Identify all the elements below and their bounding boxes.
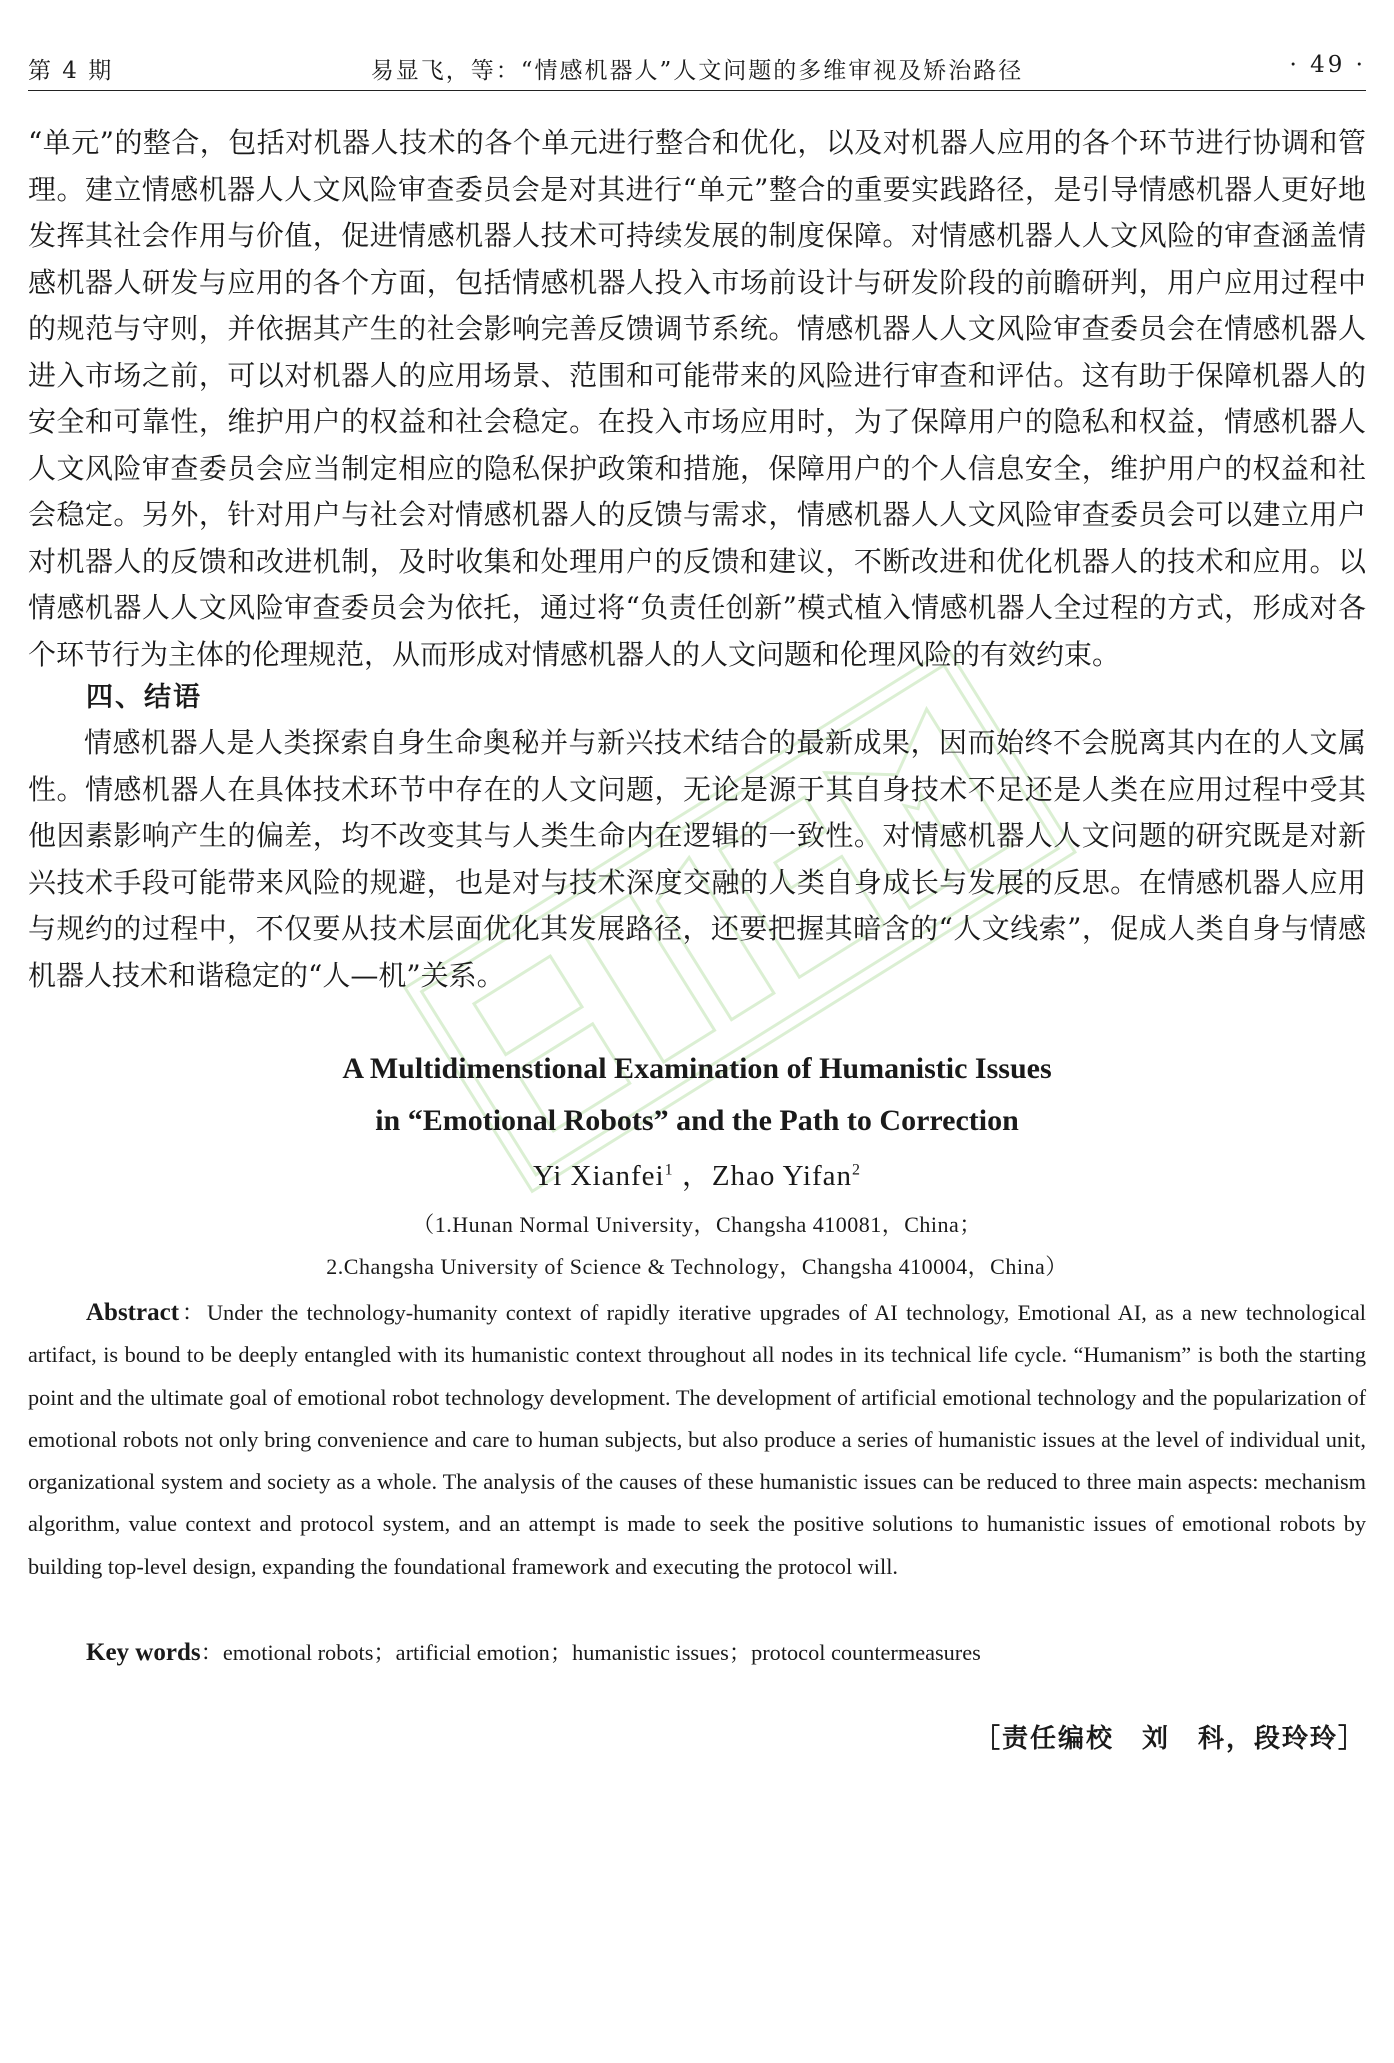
english-title-line-1: A Multidimenstional Examination of Humanistic Issues — [342, 1052, 1052, 1085]
author-affil-mark: 1 — [664, 1161, 674, 1179]
running-head — [28, 50, 1366, 91]
section-heading: 四、结语 — [86, 682, 202, 713]
page-number: · 49 · — [1289, 52, 1366, 78]
body-paragraph-continued — [28, 120, 1366, 678]
keywords-colon: ： — [200, 1640, 223, 1665]
conclusion-paragraph — [28, 720, 1366, 999]
keywords-line — [86, 1635, 981, 1667]
paragraph-text: 情感机器人是人类探索自身生命奥秘并与新兴技术结合的最新成果，因而始终不会脱离其内在的人文属性。情感机器人在具体技术环节中存在的人文问题，无论是源于其自身技术不足还是人类在应用过程中受其他因素影响产生的偏差，均不改变其与人类生命内在逻辑的一致性。对情感机器人人文问题的研究既是对新兴技术手段可能带来风险的规避，也是对与技术深度交融的人类自身成长与发展的反思。在情感机器人应用与规约的过程中，不仅要从技术层面优化其发展路径，还要把握其暗含的“人文线索”，促成人类自身与情感机器人技术和谐稳定的“人—机”关系。 — [28, 726, 1366, 992]
author-name: Yi Xianfei — [532, 1160, 665, 1192]
keywords-label: Key words — [86, 1639, 201, 1666]
author-separator: ， — [673, 1160, 712, 1192]
author-affil-mark: 2 — [852, 1161, 862, 1179]
abstract-block — [28, 1292, 1366, 1588]
issue-label: 第 4 期 — [28, 58, 114, 84]
english-title-line-2: in “Emotional Robots” and the Path to Correction — [375, 1104, 1019, 1137]
abstract-label: Abstract — [86, 1299, 180, 1326]
affiliation-1: （1.Hunan Normal University，Changsha 410081，China； — [412, 1212, 982, 1237]
keywords-text: emotional robots；artificial emotion；humanistic issues；protocol countermeasures — [222, 1640, 981, 1665]
abstract-text: Under the technology-humanity context of rapidly iterative upgrades of AI technology, Emotional AI, as a new technological artifact, is bound to be deeply entangled with its humanistic context throughout all nodes in its technical life cycle. “Humanism” is both the starting point and the ultimate goal of emotional robot technology development. The development of artificial emotional technology and the popularization of emotional robots not only bring convenience and care to human subjects, but also produce a series of humanistic issues at the level of individual unit, organizational system and society as a whole. The analysis of the causes of these humanistic issues can be reduced to three main aspects: mechanism algorithm, value context and protocol system, and an attempt is made to seek the positive solutions to humanistic issues of emotional robots by building top-level design, expanding the foundational framework and executing the protocol will. — [28, 1300, 1366, 1579]
abstract-paragraph — [28, 1292, 1366, 1588]
editor-note: ［责任编校 刘 科，段玲玲］ — [973, 1724, 1366, 1754]
author-name: Zhao Yifan — [711, 1160, 853, 1192]
running-title: 易显飞，等：“情感机器人”人文问题的多维审视及矫治路径 — [370, 58, 1024, 84]
author-line — [0, 1153, 1394, 1194]
abstract-colon: ： — [179, 1300, 207, 1325]
affiliation-2: 2.Changsha University of Science & Technology，Changsha 410004，China） — [326, 1254, 1068, 1279]
paragraph-text: “单元”的整合，包括对机器人技术的各个单元进行整合和优化，以及对机器人应用的各个环节进行协调和管理。建立情感机器人人文风险审查委员会是对其进行“单元”整合的重要实践路径，是引导情感机器人更好地发挥其社会作用与价值，促进情感机器人技术可持续发展的制度保障。对情感机器人人文风险的审查涵盖情感机器人研发与应用的各个方面，包括情感机器人投入市场前设计与研发阶段的前瞻研判，用户应用过程中的规范与守则，并依据其产生的社会影响完善反馈调节系统。情感机器人人文风险审查委员会在情感机器人进入市场之前，可以对机器人的应用场景、范围和可能带来的风险进行审查和评估。这有助于保障机器人的安全和可靠性，维护用户的权益和社会稳定。在投入市场应用时，为了保障用户的隐私和权益，情感机器人人文风险审查委员会应当制定相应的隐私保护政策和措施，保障用户的个人信息安全，维护用户的权益和社会稳定。另外，针对用户与社会对情感机器人的反馈与需求，情感机器人人文风险审查委员会可以建立用户对机器人的反馈和改进机制，及时收集和处理用户的反馈和建议，不断改进和优化机器人的技术和应用。以情感机器人人文风险审查委员会为依托，通过将“负责任创新”模式植入情感机器人全过程的方式，形成对各个环节行为主体的伦理规范，从而形成对情感机器人的人文问题和伦理风险的有效约束。 — [28, 126, 1366, 671]
